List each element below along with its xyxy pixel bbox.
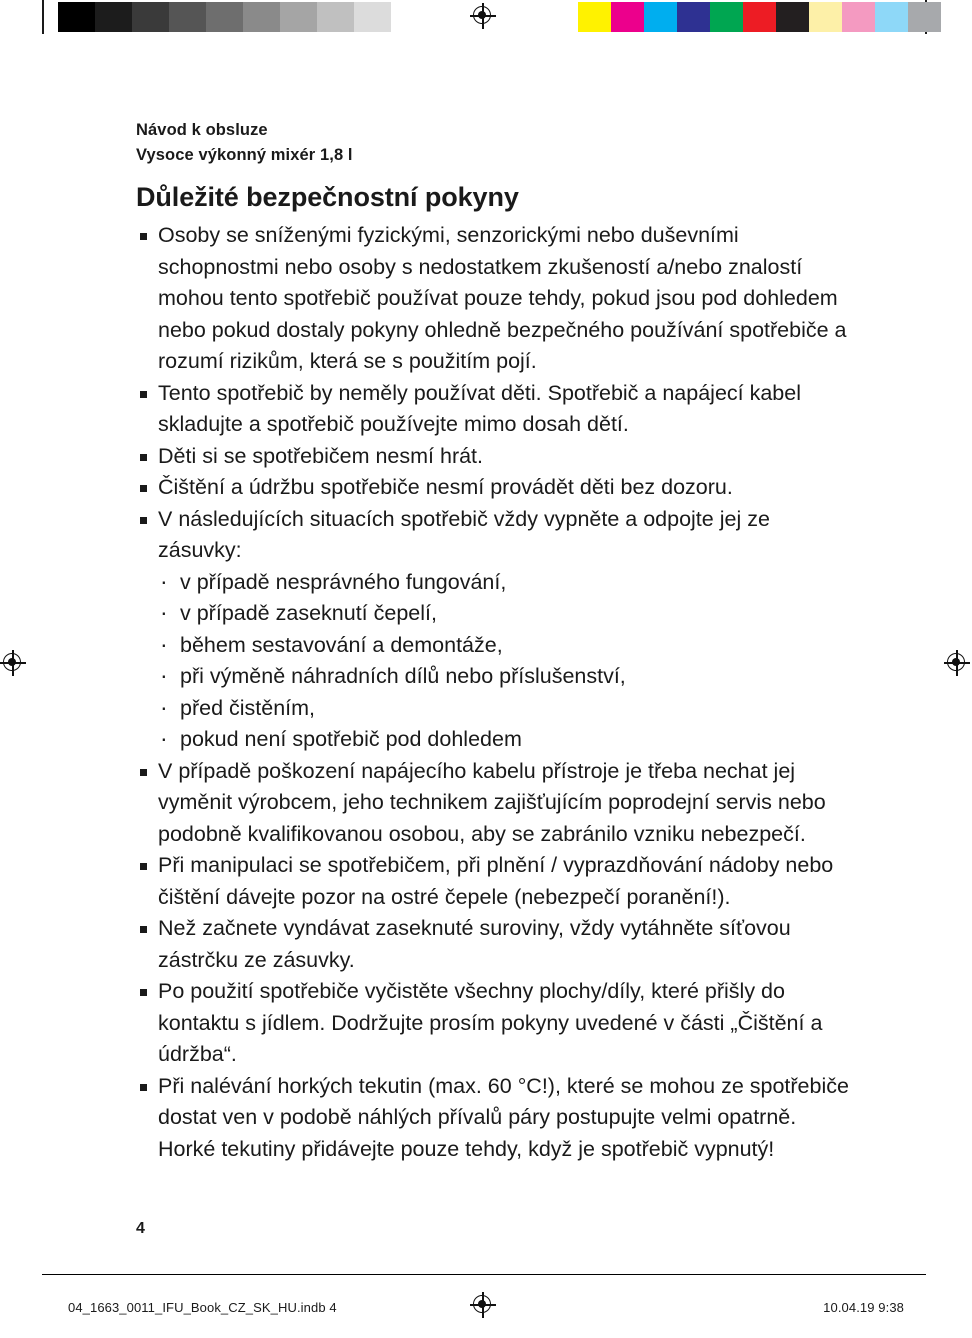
list-item: Děti si se spotřebičem nesmí hrát. [136, 441, 858, 473]
swatch-color-yellow [578, 2, 611, 32]
list-item: Osoby se sníženými fyzickými, senzorickými nebo duševními schopnostmi nebo osoby s nedostatkem zkušeností a/nebo znalostí mohou tento spotřebič používat pouze tehdy, pokud jsou pod dohledem nebo pokud dostaly pokyny ohledně bezpečného používání spotřebiče a rozumí rizikům, která se s použitím pojí. [136, 220, 858, 378]
list-item: Tento spotřebič by neměly používat děti. Spotřebič a napájecí kabel skladujte a spotřebič používejte mimo dosah dětí. [136, 378, 858, 441]
swatch-gray-6 [280, 2, 317, 32]
list-item: · pokud není spotřebič pod dohledem [136, 724, 858, 756]
list-item: Po použití spotřebiče vyčistěte všechny plochy/díly, které přišly do kontaktu s jídlem. Dodržujte prosím pokyny uvedené v části „Čištění a údržba“. [136, 976, 858, 1071]
page-title: Důležité bezpečnostní pokyny [136, 182, 519, 212]
swatch-gray-2 [132, 2, 169, 32]
swatch-gray-4 [206, 2, 243, 32]
safety-instructions-list-bottom [136, 756, 858, 1166]
list-item: V následujících situacích spotřebič vždy vypněte a odpojte jej ze zásuvky: [136, 504, 858, 567]
safety-instructions-list-top [136, 220, 858, 567]
swatch-color-black [776, 2, 809, 32]
swatch-color-green [710, 2, 743, 32]
swatch-color-light-blue [875, 2, 908, 32]
color-swatch-row [578, 2, 941, 32]
swatch-color-gray [908, 2, 941, 32]
list-item: · během sestavování a demontáže, [136, 630, 858, 662]
document-page [0, 34, 972, 1270]
swatch-gray-8 [354, 2, 391, 32]
safety-instructions-sublist [136, 567, 858, 756]
page-number: 4 [136, 1220, 145, 1237]
footer-timestamp: 10.04.19 9:38 [823, 1300, 904, 1315]
registration-target-icon-top [470, 3, 496, 29]
list-item: · při výměně náhradních dílů nebo příslušenství, [136, 661, 858, 693]
swatch-color-light-yellow [809, 2, 842, 32]
footer-file-label: 04_1663_0011_IFU_Book_CZ_SK_HU.indb 4 [68, 1300, 337, 1315]
manual-kicker-line-1: Návod k obsluze [136, 121, 268, 139]
page-footer [0, 1274, 972, 1338]
list-item: · v případě nesprávného fungování, [136, 567, 858, 599]
list-item: Při manipulaci se spotřebičem, při plnění / vyprazdňování nádoby nebo čištění dávejte pozor na ostré čepele (nebezpečí poranění!). [136, 850, 858, 913]
list-item: Při nalévání horkých tekutin (max. 60 °C!), které se mohou ze spotřebiče dostat ven v podobě náhlých přívalů páry postupujte velmi opatrně. Horké tekutiny přidávejte pouze tehdy, když je spotřebič vypnutý! [136, 1071, 858, 1166]
page-content [136, 118, 858, 1165]
swatch-gray-5 [243, 2, 280, 32]
grayscale-swatch-row [58, 2, 428, 32]
swatch-gray-0 [58, 2, 95, 32]
list-item: Čištění a údržbu spotřebiče nesmí provádět děti bez dozoru. [136, 472, 858, 504]
list-item: · v případě zaseknutí čepelí, [136, 598, 858, 630]
swatch-gray-9 [391, 2, 428, 32]
swatch-color-cyan [644, 2, 677, 32]
crop-rule-left [42, 0, 44, 34]
swatch-gray-1 [95, 2, 132, 32]
manual-kicker-line-2: Vysoce výkonný mixér 1,8 l [136, 146, 353, 164]
swatch-color-red [743, 2, 776, 32]
list-item: V případě poškození napájecího kabelu přístroje je třeba nechat jej vyměnit výrobcem, jeho technikem zajišťujícím poprodejní servis nebo podobně kvalifikovanou osobou, aby se zabránilo vzniku nebezpečí. [136, 756, 858, 851]
swatch-gray-3 [169, 2, 206, 32]
footer-divider [42, 1274, 926, 1275]
swatch-color-pink [842, 2, 875, 32]
list-item: · před čistěním, [136, 693, 858, 725]
swatch-gray-7 [317, 2, 354, 32]
list-item: Než začnete vyndávat zaseknuté suroviny, vždy vytáhněte síťovou zástrčku ze zásuvky. [136, 913, 858, 976]
swatch-color-blue [677, 2, 710, 32]
swatch-color-magenta [611, 2, 644, 32]
